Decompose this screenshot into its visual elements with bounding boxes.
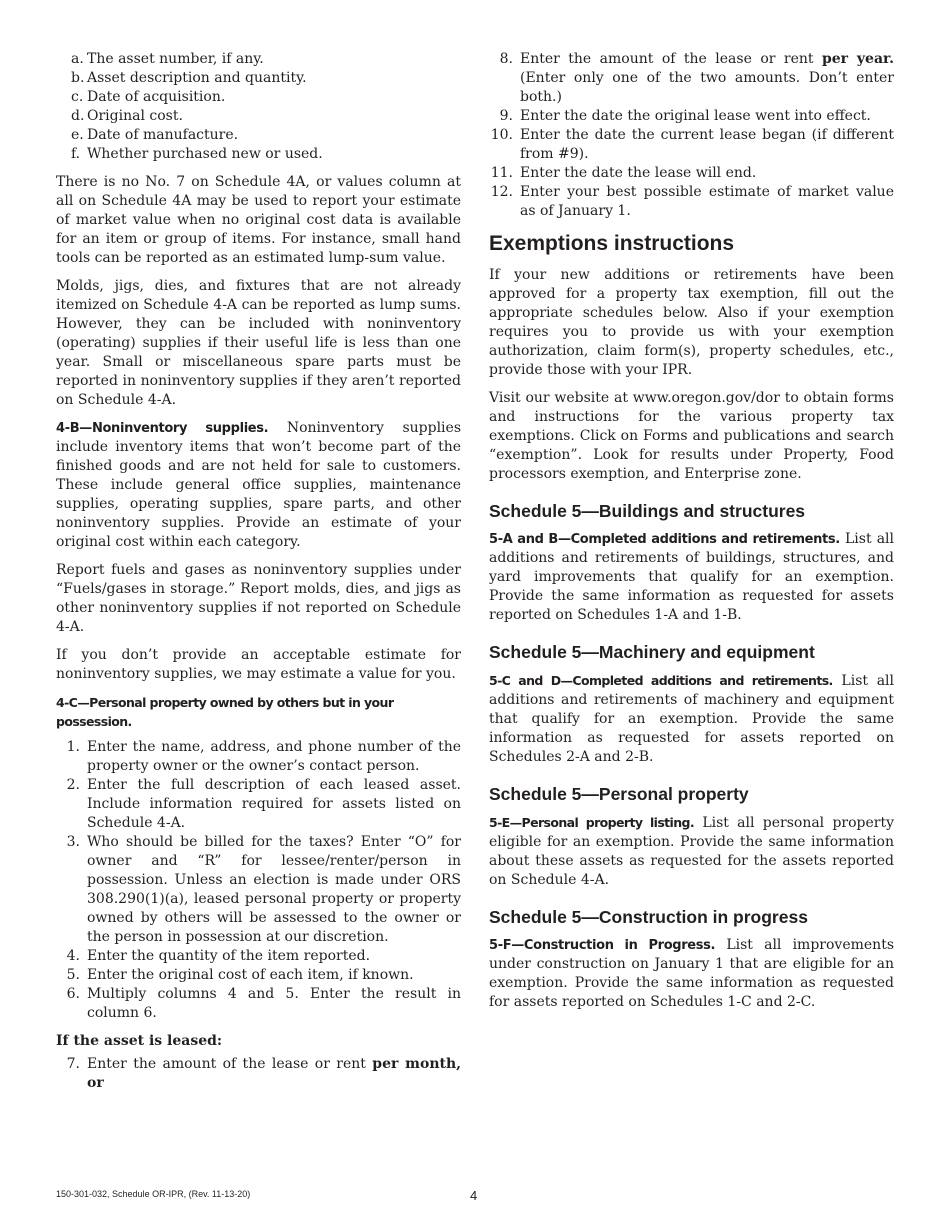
owner-lease-list [56, 738, 461, 1023]
list-item: 1. Enter the name, address, and phone number of the property owner or the owner’s contact person. [66, 739, 461, 774]
asset-info-list [56, 50, 461, 164]
exemptions-heading: Exemptions instructions [489, 232, 735, 255]
list-item: 2. Enter the full description of each leased asset. Include information required for assets listed on Schedule 4-A. [66, 777, 461, 831]
list-item: 7. Enter the amount of the lease or rent per month, or [66, 1056, 462, 1091]
list-item: 9. Enter the date the original lease went into effect. [499, 108, 871, 124]
website-paragraph: Visit our website at www.oregon.gov/dor to obtain forms and instructions for the various property tax exemptions. Click on Forms and publications and search “exemption”. Look for results under Property, Food processors exemption, and Enterprise zone. [489, 390, 894, 482]
paragraph-estimate: If you don’t provide an acceptable estimate for noninventory supplies, we may estimate a value for you. [56, 647, 461, 682]
schedule5-machinery-paragraph: 5-C and D—Completed additions and retirements. List all additions and retirements of machinery and equipment that qualify for an exemption. Provide the same information as requested for assets reported on Schedules 2-A and 2-B. [489, 673, 895, 765]
schedule5-construction-paragraph: 5-F—Construction in Progress. List all improvements under construction on January 1 that are eligible for an exemption. Provide the same information as requested for assets reported on Schedules 1-C and 2-C. [489, 937, 894, 1010]
paragraph-fuels: Report fuels and gases as noninventory supplies under “Fuels/gases in storage.” Report molds, dies, and jigs as other noninventory supplies if not reported on Schedule 4-A. [56, 562, 461, 635]
schedule5-buildings-heading: Schedule 5—Buildings and structures [489, 501, 806, 521]
list-item: d. Original cost. [71, 108, 183, 124]
list-item: 3. Who should be billed for the taxes? Enter “O” for owner and “R” for lessee/renter/person in possession. Unless an election is made under ORS 308.290(1)(a), leased personal property or property owned by others will be assessed to the owner or the person in possession at our discretion. [66, 834, 461, 945]
section-lead-4b: 4-B—Noninventory supplies. [56, 421, 269, 436]
leased-list-continued [489, 50, 894, 221]
list-item: e. Date of manufacture. [71, 127, 239, 143]
list-item: 6. Multiply columns 4 and 5. Enter the result in column 6. [66, 986, 461, 1021]
paragraph-no7: There is no No. 7 on Schedule 4A, or values column at all on Schedule 4A may be used to report your estimate of market value when no original cost data is available for an item or group of items. For instance, small hand tools can be reported as an estimated lump-sum value. [56, 174, 461, 266]
list-item: c. Date of acquisition. [71, 89, 226, 105]
list-item: 11. Enter the date the lease will end. [490, 165, 757, 181]
page-number: 4 [470, 1188, 478, 1203]
list-item: 5. Enter the original cost of each item, if known. [66, 967, 414, 983]
exemptions-paragraph: If your new additions or retirements have been approved for a property tax exemption, fill out the appropriate schedules below. Also if your exemption requires you to provide us with your exemption authorization, claim form(s), property schedules, etc., provide those with your IPR. [489, 267, 894, 378]
list-item: b. Asset description and quantity. [71, 70, 307, 86]
schedule5-buildings-paragraph: 5-A and B—Completed additions and retirements. List all additions and retirements of buildings, structures, and yard improvements that qualify for an exemption. Provide the same information as requested for assets reported on Schedules 1-A and 1-B. [489, 531, 894, 623]
leased-subheading: If the asset is leased: [56, 1033, 223, 1049]
right-column [489, 50, 894, 1021]
leased-list-start [56, 1055, 461, 1093]
paragraph-molds: Molds, jigs, dies, and fixtures that are not already itemized on Schedule 4-A can be reported as lump sums. However, they can be included with noninventory (operating) supplies if their useful life is less than one year. Small or miscellaneous spare parts must be reported in noninventory supplies if they aren’t reported on Schedule 4-A. [56, 278, 461, 408]
schedule5-personal-paragraph: 5-E—Personal property listing. List all personal property eligible for an exemption. Provide the same information about these assets as requested for the assets reported on Schedule 4-A. [489, 815, 895, 888]
paragraph-4b: 4-B—Noninventory supplies. Noninventory supplies include inventory items that won’t become part of the finished goods and are not held for sale to customers. These include general office supplies, maintenance supplies, operating supplies, spare parts, and other noninventory supplies. Provide an estimate of your original cost within each category. [56, 420, 462, 550]
list-item: 10. Enter the date the current lease began (if different from #9). [490, 127, 894, 162]
list-item: 12. Enter your best possible estimate of market value as of January 1. [490, 184, 894, 219]
schedule5-construction-heading: Schedule 5—Construction in progress [489, 907, 808, 927]
list-item: 4. Enter the quantity of the item reported. [66, 948, 371, 964]
schedule5-personal-heading: Schedule 5—Personal property [489, 784, 749, 804]
section-heading-4c: 4-C—Personal property owned by others but in your possession. [56, 695, 394, 729]
list-item: f. Whether purchased new or used. [71, 146, 323, 162]
list-item: 8. Enter the amount of the lease or rent per year. (Enter only one of the two amounts. Don’t enter both.) [499, 51, 894, 105]
list-item: a. The asset number, if any. [71, 51, 264, 67]
left-column [56, 50, 461, 1102]
form-footer: 150-301-032, Schedule OR-IPR, (Rev. 11-13-20) [56, 1189, 251, 1199]
schedule5-machinery-heading: Schedule 5—Machinery and equipment [489, 642, 815, 662]
